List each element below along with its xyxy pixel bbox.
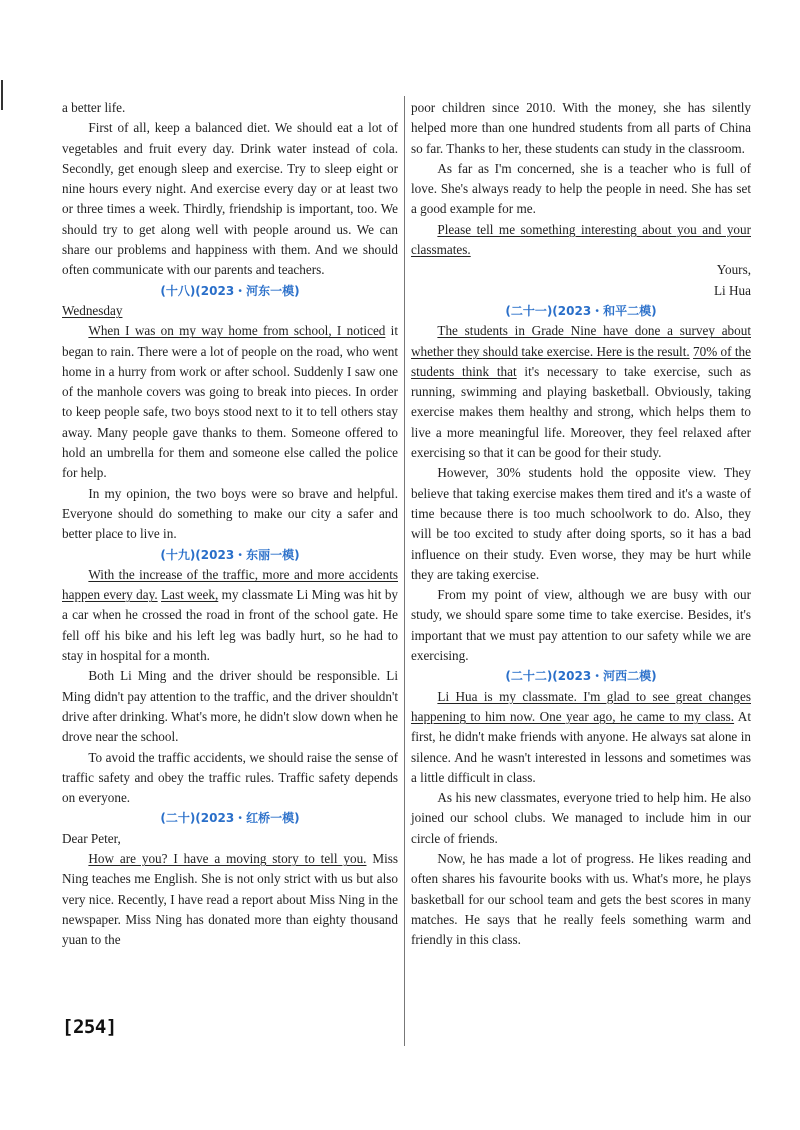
- scan-edge-mark: [1, 80, 3, 110]
- paragraph: poor children since 2010. With the money, she has silently helped more than one hundred students from all parts of China so far. Thanks to her, these students can study in the classroom.: [411, 100, 751, 156]
- paragraph: First of all, keep a balanced diet. We should eat a lot of vegetables and fruit every day. Drink water instead of cola. Secondly, get enough sleep and exercise. Try to sleep eight or nine hours every night. And exercise every day or at least two or three times a week. Thirdly, friendship is important, too. We should try to get along well with people around us. We can share our problems and happiness with them. And we should often communicate with our parents and teachers.: [62, 120, 398, 278]
- paragraph: [62, 321, 398, 483]
- paragraph: Now, he has made a lot of progress. He likes reading and often shares his favourite books with us. What's more, he plays basketball for our school team and gets the best scores in many matches. He says that he really feels something warm and friendly in this class.: [411, 850, 751, 948]
- paragraph: However, 30% students hold the opposite view. They believe that taking exercise makes them tired and it's a waste of time because there is too much schoolwork to do. Also, they will be too excited to study after doing sports, so it has a bad influence on their study. Even worse, they may be hurt while they are taking exercise.: [411, 465, 751, 582]
- paragraph: [62, 849, 398, 950]
- paragraph: [411, 220, 751, 261]
- section-heading-19: (十九)(2023・东丽一模): [160, 547, 300, 562]
- paragraph: In my opinion, the two boys were so brave and helpful. Everyone should do something to make our city a safer and better place to live in.: [62, 485, 398, 542]
- column-divider: [404, 96, 405, 1046]
- page-number: [254]: [62, 1016, 117, 1038]
- underlined-text: 70% of the students think that: [411, 343, 751, 379]
- underlined-text: Li Hua is my classmate. I'm glad to see great changes happening to him now. One year ago, he came to my class.: [411, 688, 751, 724]
- underlined-text: How are you? I have a moving story to tell you.: [88, 850, 367, 866]
- left-column: [62, 98, 398, 950]
- paragraph: As far as I'm concerned, she is a teacher who is full of love. She's always ready to help the people in need. She has set a good example for me.: [411, 160, 751, 217]
- section-heading-18: (十八)(2023・河东一模): [160, 283, 300, 298]
- paragraph: Both Li Ming and the driver should be responsible. Li Ming didn't pay attention to the traffic, and the driver shouldn't drive after drinking. What's more, he didn't slow down when he drove near the school.: [62, 668, 398, 745]
- salutation: Dear Peter,: [62, 830, 121, 846]
- section-heading-20: (二十)(2023・红桥一模): [160, 811, 300, 826]
- paragraph: a better life.: [62, 100, 126, 115]
- closing: Yours,: [716, 262, 751, 278]
- section-heading-21: (二十一)(2023・和平二模): [505, 303, 657, 318]
- page-number-value: 254: [72, 1016, 106, 1038]
- underlined-text: Please tell me something interesting about you and your classmates.: [411, 221, 751, 258]
- salutation: Wednesday: [62, 302, 123, 318]
- text: At first, he didn't make friends with anyone. He always sat alone in silence. And he wasn't interested in lessons and sometimes was a little difficult in class.: [411, 708, 751, 785]
- signature: Li Hua: [714, 282, 751, 298]
- underlined-text: When I was on my way home from school, I noticed: [88, 323, 386, 339]
- paragraph: From my point of view, although we are busy with our study, we should spare some time to take exercise. Besides, it's important that we must pay attention to our safety while we are exercising.: [411, 587, 751, 664]
- text: it began to rain. There were a lot of people on the road, who went home in a hurry from work or after school. Suddenly I saw one of the manhole covers was going to break into pieces. In order to keep people safe, two boys stood next to it to tell others stay away. Many people gave thanks to them. Someone offered to hold an umbrella for them and someone else called the police for help.: [62, 323, 399, 481]
- paragraph: As his new classmates, everyone tried to help him. He also joined our school clubs. We managed to include him in our circle of friends.: [411, 790, 751, 846]
- text: it's necessary to take exercise, such as running, swimming and playing basketball. Obviously, taking exercise makes them healthy and strong, which helps them to live a more meaningful life. Moreover, they feel relaxed after exercising so that it can be good for their study.: [411, 363, 751, 461]
- underlined-text: With the increase of the traffic, more and more accidents happen every day.: [62, 566, 398, 603]
- text: Miss Ning teaches me English. She is not only strict with us but also very nice. Recently, I have read a report about Miss Ning in the newspaper. Miss Ning has donated more than eighty thousand yuan to the: [62, 850, 398, 948]
- paragraph: [62, 565, 398, 666]
- right-column: [411, 98, 751, 950]
- paragraph: To avoid the traffic accidents, we should raise the sense of traffic safety and obey the traffic rules. Traffic safety depends on everyone.: [62, 749, 398, 806]
- paragraph: [411, 687, 751, 788]
- underlined-text: Last week,: [161, 587, 219, 603]
- text: my classmate Li Ming was hit by a car when he crossed the road in front of the school gate. He fell off his bike and his left leg was badly hurt, so he had to stay in hospital for a month.: [62, 587, 399, 664]
- paragraph: [411, 321, 751, 463]
- underlined-text: The students in Grade Nine have done a survey about whether they should take exercise. Here is the result.: [411, 323, 751, 359]
- section-heading-22: (二十二)(2023・河西二模): [505, 669, 657, 684]
